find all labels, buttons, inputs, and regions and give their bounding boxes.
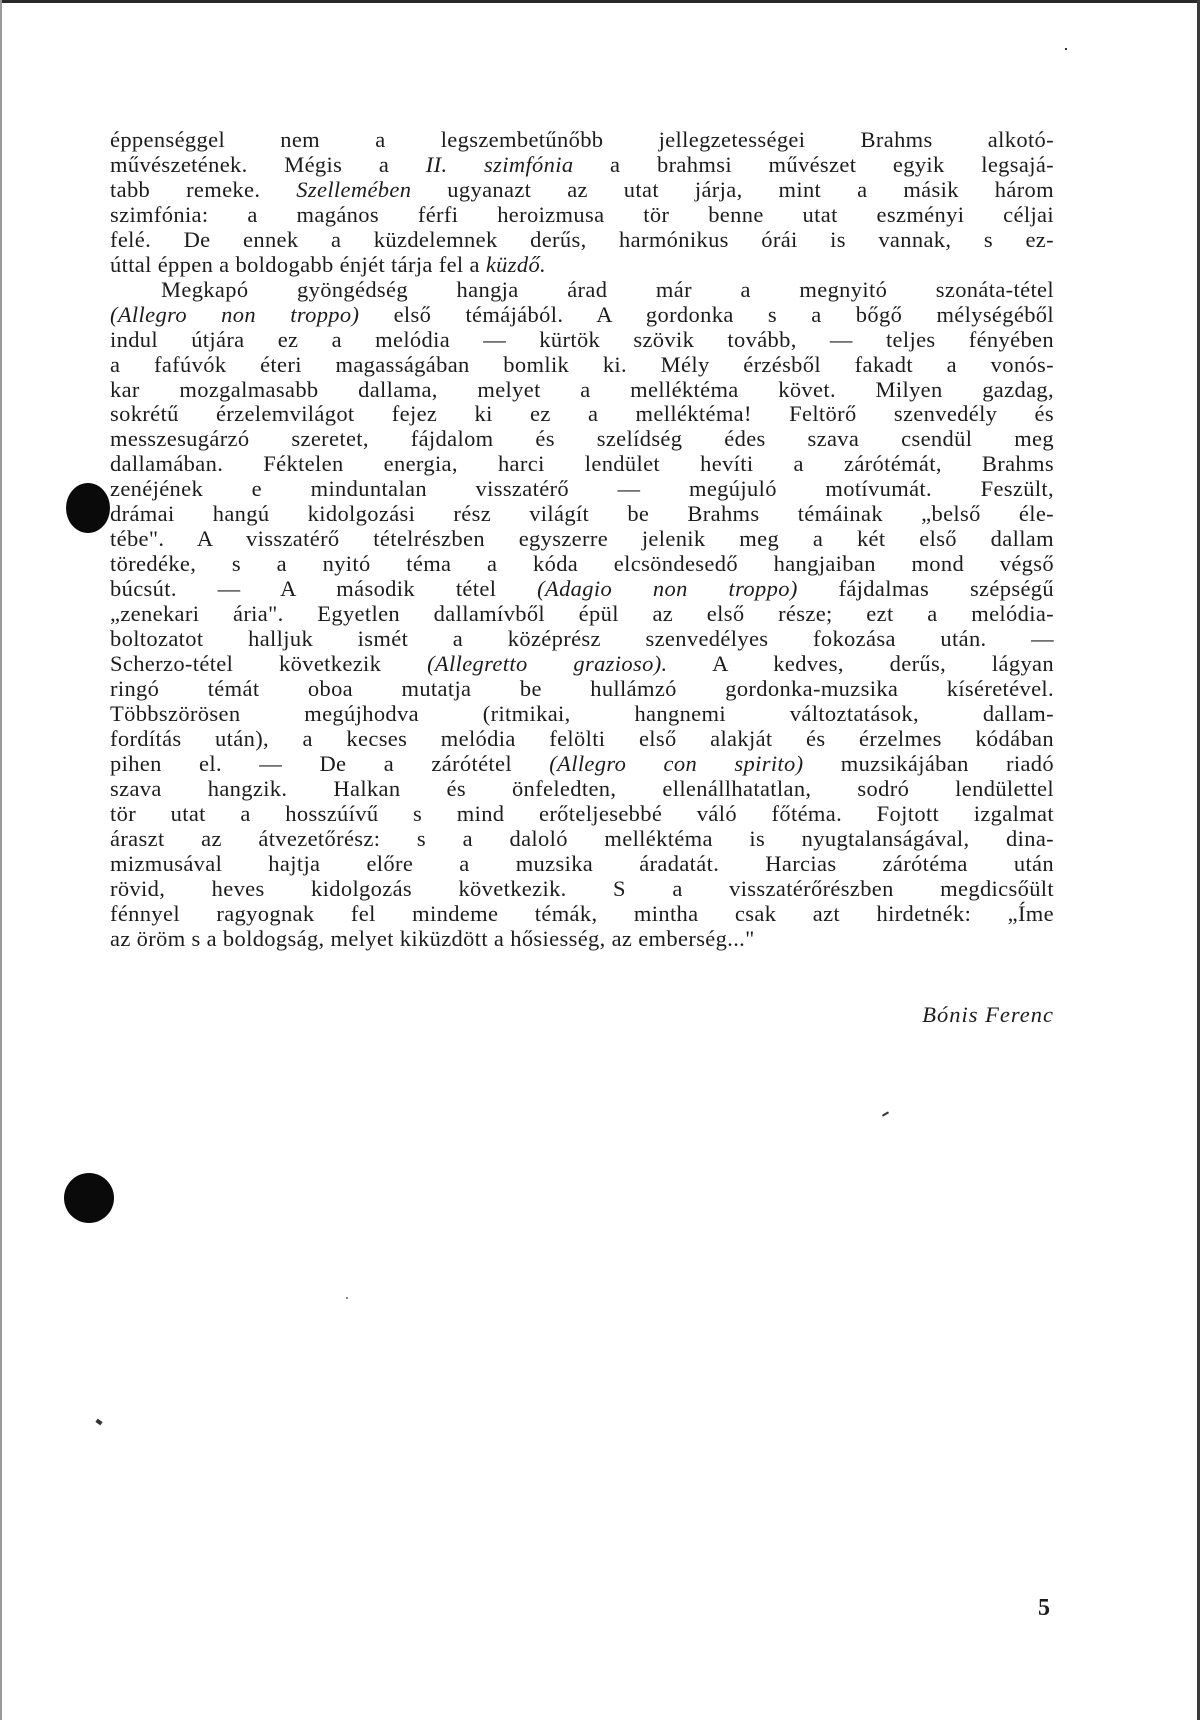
scan-speck xyxy=(1065,48,1067,50)
text-line: művészetének. Mégis a II. szimfónia a brahmsi művészet egyik legsajá- xyxy=(110,151,1054,177)
article-body xyxy=(110,128,1054,951)
text-line: a fafúvók éteri magasságában bomlik ki. Mély érzésből fakadt a vonós- xyxy=(110,351,1054,377)
italic-text: II. szimfónia xyxy=(425,151,574,177)
text-line: ringó témát oboa mutatja be hullámzó gordonka-muzsika kíséretével. xyxy=(110,675,1054,701)
text-line: dallamában. Féktelen energia, harci lendület hevíti a zárótémát, Brahms xyxy=(110,451,1054,477)
scan-speck xyxy=(95,1419,102,1426)
punch-hole-upper xyxy=(66,483,110,533)
author-signature: Bónis Ferenc xyxy=(922,1002,1054,1027)
text-line: búcsút. — A második tétel (Adagio non troppo) fájdalmas szépségű xyxy=(110,576,1054,602)
text-line: Scherzo-tétel következik (Allegretto grazioso). A kedves, derűs, lágyan xyxy=(110,651,1054,677)
text-line: rövid, heves kidolgozás következik. S a visszatérőrészben megdicsőült xyxy=(110,875,1054,901)
text-line: tör utat a hosszúívű s mind erőteljesebbé váló főtéma. Fojtott izgalmat xyxy=(110,800,1054,826)
text-line: töredéke, s a nyitó téma a kóda elcsöndesedő hangjaiban mond végső xyxy=(110,551,1054,577)
text-line: éppenséggel nem a legszembetűnőbb jellegzetességei Brahms alkotó- xyxy=(110,127,1054,152)
scan-speck xyxy=(882,1111,889,1116)
text-line: tabb remeke. Szellemében ugyanazt az utat járja, mint a másik három xyxy=(110,176,1054,202)
paragraph-1 xyxy=(110,128,1054,278)
text-line: boltozatot halljuk ismét a középrész szenvedélyes fokozása után. — xyxy=(110,626,1054,652)
text-line: mizmusával hajtja előre a muzsika áradatát. Harcias zárótéma után xyxy=(110,850,1054,876)
paragraph-2 xyxy=(110,278,1054,952)
text-line: „zenekari ária". Egyetlen dallamívből épül az első része; ezt a melódia- xyxy=(110,601,1054,627)
text-line: az öröm s a boldogság, melyet kiküzdött a hősiesség, az emberség..." xyxy=(110,925,755,951)
text-line: felé. De ennek a küzdelemnek derűs, harmónikus órái is vannak, s ez- xyxy=(110,226,1054,252)
text-line: drámai hangú kidolgozási rész világít be Brahms témáinak „belső éle- xyxy=(110,501,1054,527)
scan-speck xyxy=(346,1297,348,1299)
punch-hole-lower xyxy=(64,1173,114,1223)
text-line: messzesugárzó szeretet, fájdalom és szelídség édes szava csendül meg xyxy=(110,426,1054,452)
text-line: indul útjára ez a melódia — kürtök szövik tovább, — teljes fényében xyxy=(110,326,1054,352)
text-line: szimfónia: a magános férfi heroizmusa tör benne utat eszményi céljai xyxy=(110,201,1054,227)
italic-text: (Adagio non troppo) xyxy=(537,576,798,602)
text-line: Megkapó gyöngédség hangja árad már a megnyitó szonáta-tétel xyxy=(161,276,1054,302)
italic-text: (Allegro con spirito) xyxy=(549,750,804,776)
italic-text: (Allegretto grazioso). xyxy=(427,651,668,677)
text-line: úttal éppen a boldogabb énjét tárja fel a küzdő. xyxy=(110,251,547,277)
text-line: zenéjének e minduntalan visszatérő — megújuló motívumát. Feszült, xyxy=(110,476,1054,502)
text-line: Többszörösen megújhodva (ritmikai, hangnemi változtatások, dallam- xyxy=(110,700,1054,726)
text-line: áraszt az átvezetőrész: s a daloló melléktéma is nyugtalanságával, dina- xyxy=(110,825,1054,851)
scan-left-edge xyxy=(0,0,2,1720)
text-line: pihen el. — De a zárótétel (Allegro con spirito) muzsikájában riadó xyxy=(110,750,1054,776)
italic-text: Szellemében xyxy=(296,176,412,202)
italic-text: (Allegro non troppo) xyxy=(110,301,360,327)
text-line: sokrétű érzelemvilágot fejez ki ez a melléktéma! Feltörő szenvedély és xyxy=(110,401,1054,427)
text-line: kar mozgalmasabb dallama, melyet a melléktéma követ. Milyen gazdag, xyxy=(110,376,1054,402)
text-line: fordítás után), a kecses melódia felölti első alakját és érzelmes kódában xyxy=(110,725,1054,751)
page-number: 5 xyxy=(1038,1595,1050,1621)
scan-top-edge xyxy=(0,0,1200,3)
text-line: fénnyel ragyognak fel mindeme témák, mintha csak azt hirdetnék: „Íme xyxy=(110,900,1054,926)
text-line: szava hangzik. Halkan és önfeledten, ellenállhatatlan, sodró lendülettel xyxy=(110,775,1054,801)
italic-text: küzdő. xyxy=(485,251,547,277)
text-line: tébe". A visszatérő tételrészben egyszerre jelenik meg a két első dallam xyxy=(110,526,1054,552)
text-line: (Allegro non troppo) első témájából. A gordonka s a bőgő mélységéből xyxy=(110,301,1055,327)
